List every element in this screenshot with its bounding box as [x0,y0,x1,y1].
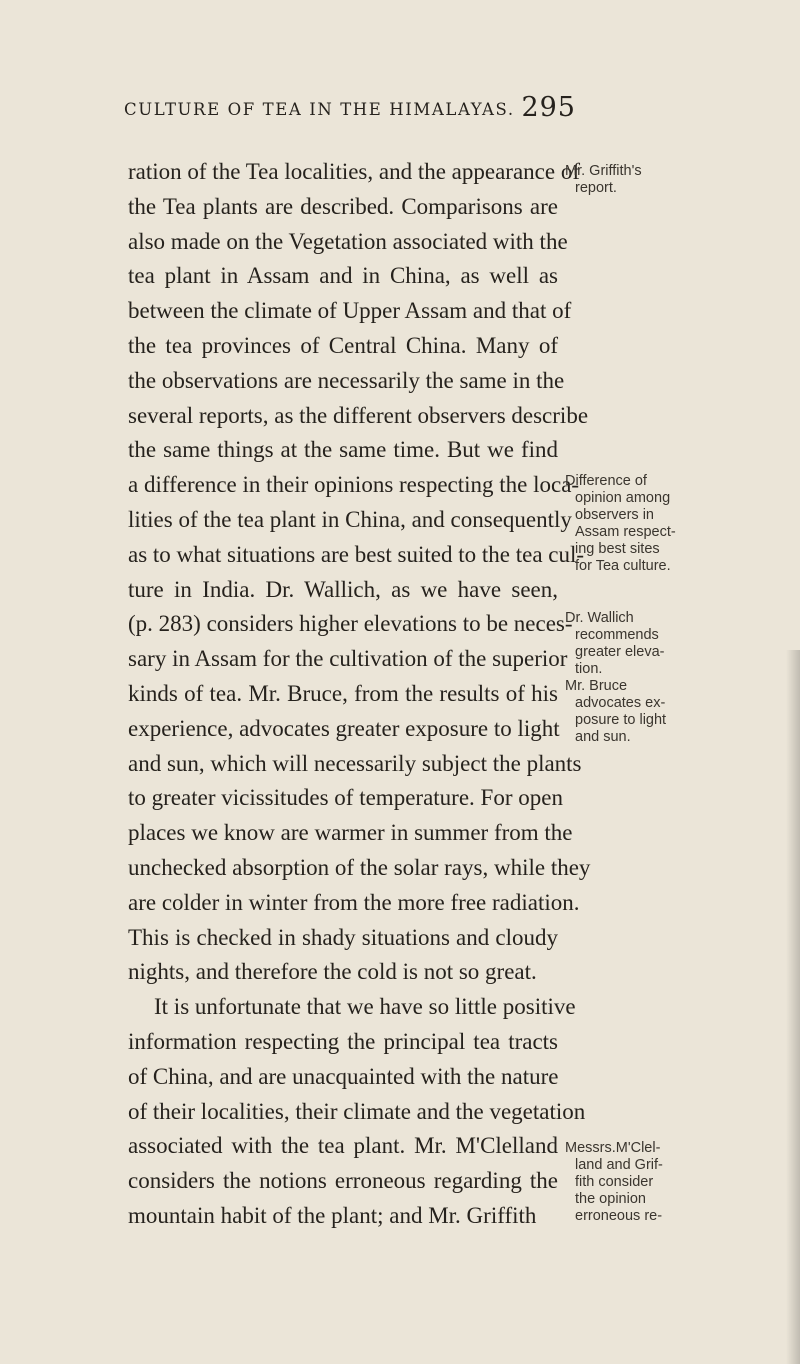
body-line: nights, and therefore the cold is not so great. [128,959,537,985]
body-line: and sun, which will necessarily subject the plants [128,750,582,776]
body-line: information respecting the principal tea tracts [128,1028,558,1054]
body-line: ration of the Tea localities, and the appearance of [128,159,581,184]
margin-note-line: Dr. Wallich [565,610,634,626]
body-line: (p. 283) considers higher elevations to be neces- [128,611,573,637]
margin-note-line: the opinion [575,1191,646,1207]
body-line: ture in India. Dr. Wallich, as we have seen, [128,576,558,602]
margin-note-mclelland-griffith [565,1140,705,1225]
margin-note-line: Mr. Bruce [565,678,628,694]
body-line: associated with the tea plant. Mr. M'Clelland [128,1133,558,1159]
body-line: places we know are warmer in summer from the [128,820,573,846]
margin-note-line: Assam respect- [575,524,676,540]
margin-note-line: tion. [575,661,603,677]
body-line: mountain habit of the plant; and Mr. Griffith [128,1202,537,1228]
margin-note-wallich [565,610,705,678]
body-line: the same things at the same time. But we find [128,437,558,463]
body-text [128,155,591,1234]
body-line: kinds of tea. Mr. Bruce, from the results of his [128,680,558,706]
margin-note-line: ing best sites [575,541,660,557]
margin-note-line: opinion among [575,490,671,506]
margin-note-line: and sun. [575,729,631,745]
body-line: the tea provinces of Central China. Many of [128,332,558,358]
margin-note-line: recommends [575,627,659,643]
body-line: of China, and are unacquainted with the nature [128,1063,559,1089]
body-line: also made on the Vegetation associated with the [128,228,568,254]
margin-note-line: greater eleva- [575,644,665,660]
body-line: tea plant in Assam and in China, as well as [128,263,558,289]
body-line: the Tea plants are described. Comparisons are [128,193,558,219]
body-line: are colder in winter from the more free radiation. [128,889,580,915]
margin-note-line: fith consider [575,1174,654,1190]
body-line: a difference in their opinions respecting the loca- [128,472,580,498]
body-line: several reports, as the different observers describe [128,402,589,428]
body-line: sary in Assam for the cultivation of the superior [128,646,568,672]
margin-note-line: Mr. Griffith's [565,163,642,179]
page-number: 295 [521,92,576,123]
body-line: lities of the tea plant in China, and consequently [128,506,572,532]
body-line: considers the notions erroneous regarding the [128,1168,558,1194]
body-line: experience, advocates greater exposure to light [128,715,560,741]
margin-note-line: Difference of [565,473,647,489]
body-line: This is checked in shady situations and cloudy [128,924,558,950]
margin-note-difference-of-opinion [565,473,705,575]
body-line: unchecked absorption of the solar rays, while they [128,854,591,880]
margin-note-line: observers in [575,507,654,523]
margin-note-bruce [565,678,705,746]
page-edge-shadow [786,650,800,1364]
body-line: of their localities, their climate and the vegetation [128,1098,586,1124]
margin-note-line: erroneous re- [575,1208,663,1224]
margin-note-line: Messrs.M'Clel- [565,1140,661,1156]
body-line: between the climate of Upper Assam and that of [128,298,572,324]
margin-note-line: report. [575,180,617,196]
running-head-title: CULTURE OF TEA IN THE HIMALAYAS. [124,100,515,119]
margin-note-line: for Tea culture. [575,558,671,574]
body-line: It is unfortunate that we have so little positive [154,994,576,1020]
margin-note-griffith-report [565,163,705,197]
margin-note-line: advocates ex- [575,695,666,711]
margin-note-line: posure to light [575,712,667,728]
body-line: the observations are necessarily the same in the [128,367,565,393]
body-line: to greater vicissitudes of temperature. For open [128,785,563,811]
body-line: as to what situations are best suited to the tea cul- [128,541,585,567]
margin-note-line: land and Grif- [575,1157,663,1173]
